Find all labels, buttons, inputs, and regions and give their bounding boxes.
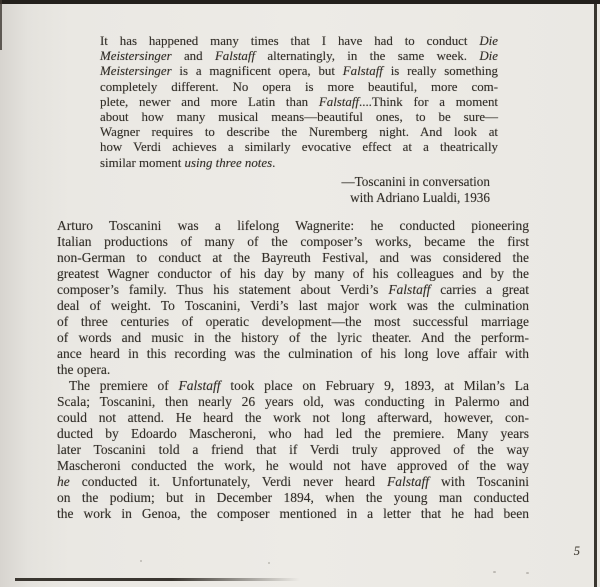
text-segment: It has happened many times that I have had to conduct [100,34,480,48]
italic-text: Die [479,34,498,48]
body-line [57,378,529,394]
quote-line [100,156,498,171]
body-line [57,490,529,506]
body-line [57,314,529,330]
text-segment: Scala; Toscanini, then nearly 26 years old, was conducting in Palermo and [57,394,529,409]
quote-line [100,64,498,79]
page-edge-left [0,0,2,50]
text-segment: the work in Genoa, the composer mentioned in a letter that he had been [57,506,529,521]
text-segment: completely different. No opera is more beautiful, more com- [100,79,498,94]
text-segment: similar moment [100,155,185,170]
text-segment: ance heard in this recording was the culmination of his long love affair with [57,346,529,361]
body-line [57,442,529,458]
body-line [57,410,529,426]
page-edge-right [594,4,597,587]
page-number: 5 [573,544,580,558]
text-segment: about how many musical means—beautiful ones, to be sure— [100,110,498,125]
quote-line [100,34,498,49]
quote-attribution [100,174,490,206]
body-line [57,346,529,362]
body-line [57,266,529,282]
text-segment: non-German to conduct at the Bayreuth Festival, and was considered the [57,250,529,265]
quote-line [100,80,498,95]
paper-speckle [526,572,529,574]
text-segment: conducted it. Unfortunately, Verdi never heard [69,474,387,489]
body-line [57,426,529,442]
body-line [57,298,529,314]
text-segment: alternatingly, in the same week. [255,49,480,64]
text-segment: could not attend. He heard the work not long afterward, however, con- [57,410,529,425]
text-segment: ducted by Edoardo Mascheroni, who had led the premiere. Many years [57,426,529,441]
italic-text: Meistersinger [100,49,172,64]
text-segment: is a magnificent opera, but [171,64,343,79]
body-line [57,458,529,474]
text-segment: composer’s family. Thus his statement about Verdi’s [57,282,389,297]
italic-text: Falstaff [214,49,256,64]
italic-text: Falstaff [388,282,431,297]
paragraph-1 [57,218,529,378]
italic-text: he [57,474,70,489]
paper-speckle [493,571,496,573]
text-segment: . [272,155,276,170]
body-text [57,218,529,522]
page-edge-bottom [15,578,300,581]
text-segment: Arturo Toscanini was a lifelong Wagnerite: he conducted pioneering [57,218,529,233]
text-segment: of words and music in the history of the lyric theater. And the perform- [57,330,529,345]
italic-text: Falstaff [178,378,221,393]
body-line [57,362,529,378]
quote-line [100,125,498,140]
text-segment: with Toscanini [429,474,529,489]
page-edge-top [0,0,600,4]
text-segment: later Toscanini told a friend that if Verdi truly approved of the way [57,442,529,457]
body-line [57,330,529,346]
text-segment: greatest Wagner conductor of his day by many of his colleagues and by the [57,266,529,281]
body-line [57,234,529,250]
body-line [57,218,529,234]
quote-line [100,110,498,125]
italic-text: using three notes [184,155,273,170]
text-segment: the opera. [57,362,111,377]
text-segment: and [171,49,215,64]
text-segment: is really something [382,64,498,79]
text-segment: Italian productions of many of the composer’s works, became the first [57,234,529,249]
body-line [57,282,529,298]
text-segment: Wagner requires to describe the Nuremberg night. And look at [100,125,498,140]
quote-line [100,49,498,64]
italic-text: Meistersinger [100,64,172,79]
body-line [57,250,529,266]
text-segment: on the podium; but in December 1894, when the young man conducted [57,490,529,505]
text-segment: carries a great [430,282,529,297]
italic-text: Die [479,49,498,64]
paragraph-2 [57,378,529,522]
paper-speckle [140,560,142,562]
text-segment: ....Think for a moment [359,94,498,109]
italic-text: Falstaff [387,474,430,489]
text-segment: The premiere of [69,378,179,393]
italic-text: Falstaff [342,64,383,79]
attribution-line-1: —Toscanini in conversation [341,174,490,189]
body-line [57,506,529,522]
body-line [57,474,529,490]
text-segment: of three centuries of operatic development—the most successful marriage [57,314,529,329]
quote-block [100,34,498,171]
paper-speckle [268,562,270,564]
text-segment: how Verdi achieves a similarly evocative effect at a theatrically [100,140,498,155]
quote-line [100,95,498,110]
text-segment: deal of weight. To Toscanini, Verdi’s last major work was the culmination [57,298,529,313]
text-segment: took place on February 9, 1893, at Milan’s La [220,378,530,393]
attribution-line-2: with Adriano Lualdi, 1936 [350,190,490,205]
italic-text: Falstaff [318,94,359,109]
quote-line [100,140,498,155]
text-segment: Mascheroni conducted the work, he would not have approved of the way [57,458,529,473]
body-line [57,394,529,410]
text-segment: plete, newer and more Latin than [100,94,319,109]
